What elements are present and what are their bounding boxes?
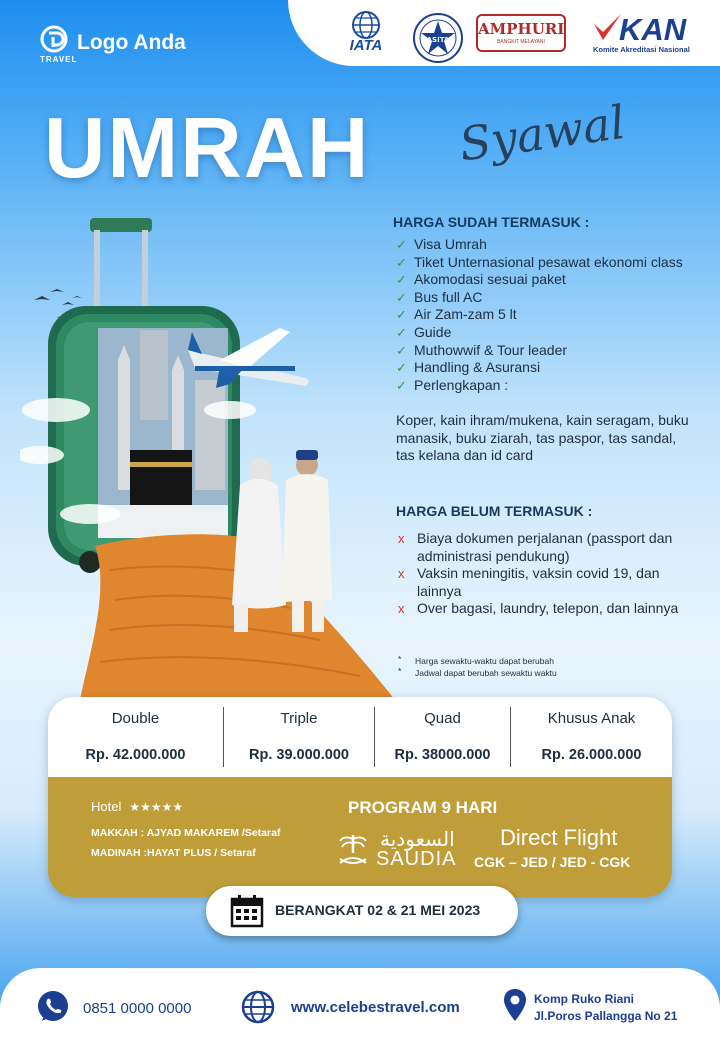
phone-number[interactable]: 0851 0000 0000: [83, 1000, 192, 1017]
check-icon: ✓: [396, 377, 407, 393]
price-value: Rp. 42.000.000: [85, 747, 186, 763]
list-item: ✓ Muthowwif & Tour leader: [396, 341, 568, 358]
flight-type: Direct Flight: [500, 825, 618, 850]
hotel-rating: [91, 799, 183, 814]
address-line: Komp Ruko Riani: [534, 992, 635, 1006]
equipment-note: Koper, kain ihram/mukena, kain seragam, buku manasik, buku ziarah, tas paspor, tas sandal, tas kelana dan id card: [396, 412, 689, 464]
list-item: ✓ Perlengkapan :: [396, 376, 509, 393]
address: [534, 991, 677, 1025]
asita-logo: [412, 12, 464, 64]
note-item: * Jadwal dapat berubah sewaktu waktu: [398, 667, 557, 679]
travel-logo-icon: [40, 25, 68, 53]
hotel-label: Hotel: [91, 799, 122, 814]
included-title: HARGA SUDAH TERMASUK :: [393, 214, 590, 230]
list-item: ✓ Visa Umrah: [396, 236, 487, 252]
price-value: Rp. 39.000.000: [249, 747, 349, 763]
check-icon: ✓: [396, 342, 407, 358]
amphuri-logo: [476, 14, 566, 52]
contact-footer: [0, 968, 720, 1040]
address-line: Jl.Poros Pallangga No 21: [534, 1009, 678, 1023]
check-icon: ✓: [396, 237, 407, 252]
page-title: UMRAH: [44, 101, 371, 196]
umrah-illustration: [20, 210, 395, 700]
amphuri-title: AMPHURI: [478, 20, 565, 38]
disclaimer-notes: [398, 655, 557, 679]
kan-title: KAN: [619, 12, 687, 47]
whatsapp-icon[interactable]: [36, 990, 70, 1024]
check-icon: ✓: [396, 360, 407, 376]
cross-icon: x: [398, 601, 405, 616]
price-label: Khusus Anak: [547, 710, 636, 727]
program-panel: [48, 777, 672, 897]
price-label: Double: [111, 710, 160, 727]
palm-swords-icon: [336, 831, 370, 869]
flight-route: CGK – JED / JED - CGK: [474, 854, 631, 870]
saudia-logo: [336, 827, 466, 871]
list-item: ✓ Guide: [396, 323, 452, 340]
list-item: ✓ Handling & Asuransi: [396, 359, 541, 376]
note-item: * Harga sewaktu-waktu dapat berubah: [398, 655, 557, 667]
check-icon: ✓: [396, 272, 407, 288]
list-item: ✓ Tiket Unternasional pesawat ekonomi class: [396, 253, 683, 270]
partner-logos: [288, 0, 720, 66]
list-item: ✓ Air Zam-zam 5 lt: [396, 306, 517, 323]
departure-date: BERANGKAT 02 & 21 MEI 2023: [275, 902, 481, 918]
pilgrims-figure: [232, 450, 332, 632]
cross-icon: x: [398, 566, 405, 581]
price-label: Triple: [280, 710, 318, 727]
logo-subtext: TRAVEL: [40, 55, 78, 64]
price-triple: [224, 697, 374, 777]
check-icon: ✓: [396, 307, 407, 323]
list-item: ✓ Bus full AC: [396, 288, 483, 305]
amphuri-sub: BANGKIT MELAYANI: [497, 39, 545, 45]
list-item: x Vaksin meningitis, vaksin covid 19, dan lainnya: [398, 565, 660, 599]
hotel-makkah: MAKKAH : AJYAD MAKAREM /Setaraf: [91, 827, 281, 839]
price-double: [48, 697, 223, 777]
kan-logo: [591, 10, 707, 56]
price-quad: [375, 697, 510, 777]
page-subtitle: Syawal: [456, 94, 629, 172]
excluded-title: HARGA BELUM TERMASUK :: [396, 503, 593, 519]
price-value: Rp. 38000.000: [394, 747, 491, 763]
globe-icon[interactable]: [241, 990, 275, 1024]
iata-text: IATA: [349, 37, 383, 54]
check-icon: ✓: [396, 289, 407, 305]
price-child: [511, 697, 672, 777]
list-item: ✓ Akomodasi sesuai paket: [396, 271, 566, 288]
excluded-list: [398, 530, 698, 618]
price-card: [48, 697, 672, 897]
list-item: x Over bagasi, laundry, telepon, dan lainnya: [398, 600, 679, 616]
location-pin-icon: [503, 988, 527, 1022]
iata-logo: [338, 10, 394, 54]
check-icon: ✓: [396, 254, 407, 270]
cross-icon: x: [398, 531, 405, 546]
list-item: x Biaya dokumen perjalanan (passport dan administrasi pendukung): [398, 530, 673, 564]
price-table: [48, 697, 672, 777]
included-list: [396, 236, 696, 394]
airline-name: SAUDIA: [376, 848, 457, 870]
departure-badge: [206, 886, 518, 936]
website-link[interactable]: www.celebestravel.com: [291, 999, 460, 1016]
logo-text: Logo Anda: [77, 31, 186, 54]
check-icon: ✓: [396, 324, 407, 340]
kan-sub: Komite Akreditasi Nasional: [593, 45, 690, 54]
airline-arabic: السعودية: [380, 827, 455, 851]
star-rating-icon: ★★★★★: [129, 800, 184, 814]
calendar-icon: [230, 894, 264, 928]
program-title: PROGRAM 9 HARI: [348, 798, 498, 817]
asita-text: ASITA: [426, 36, 450, 44]
price-value: Rp. 26.000.000: [541, 747, 642, 763]
hotel-madinah: MADINAH :HAYAT PLUS / Setaraf: [91, 847, 256, 859]
globe-icon: [338, 10, 394, 40]
price-label: Quad: [424, 710, 461, 727]
